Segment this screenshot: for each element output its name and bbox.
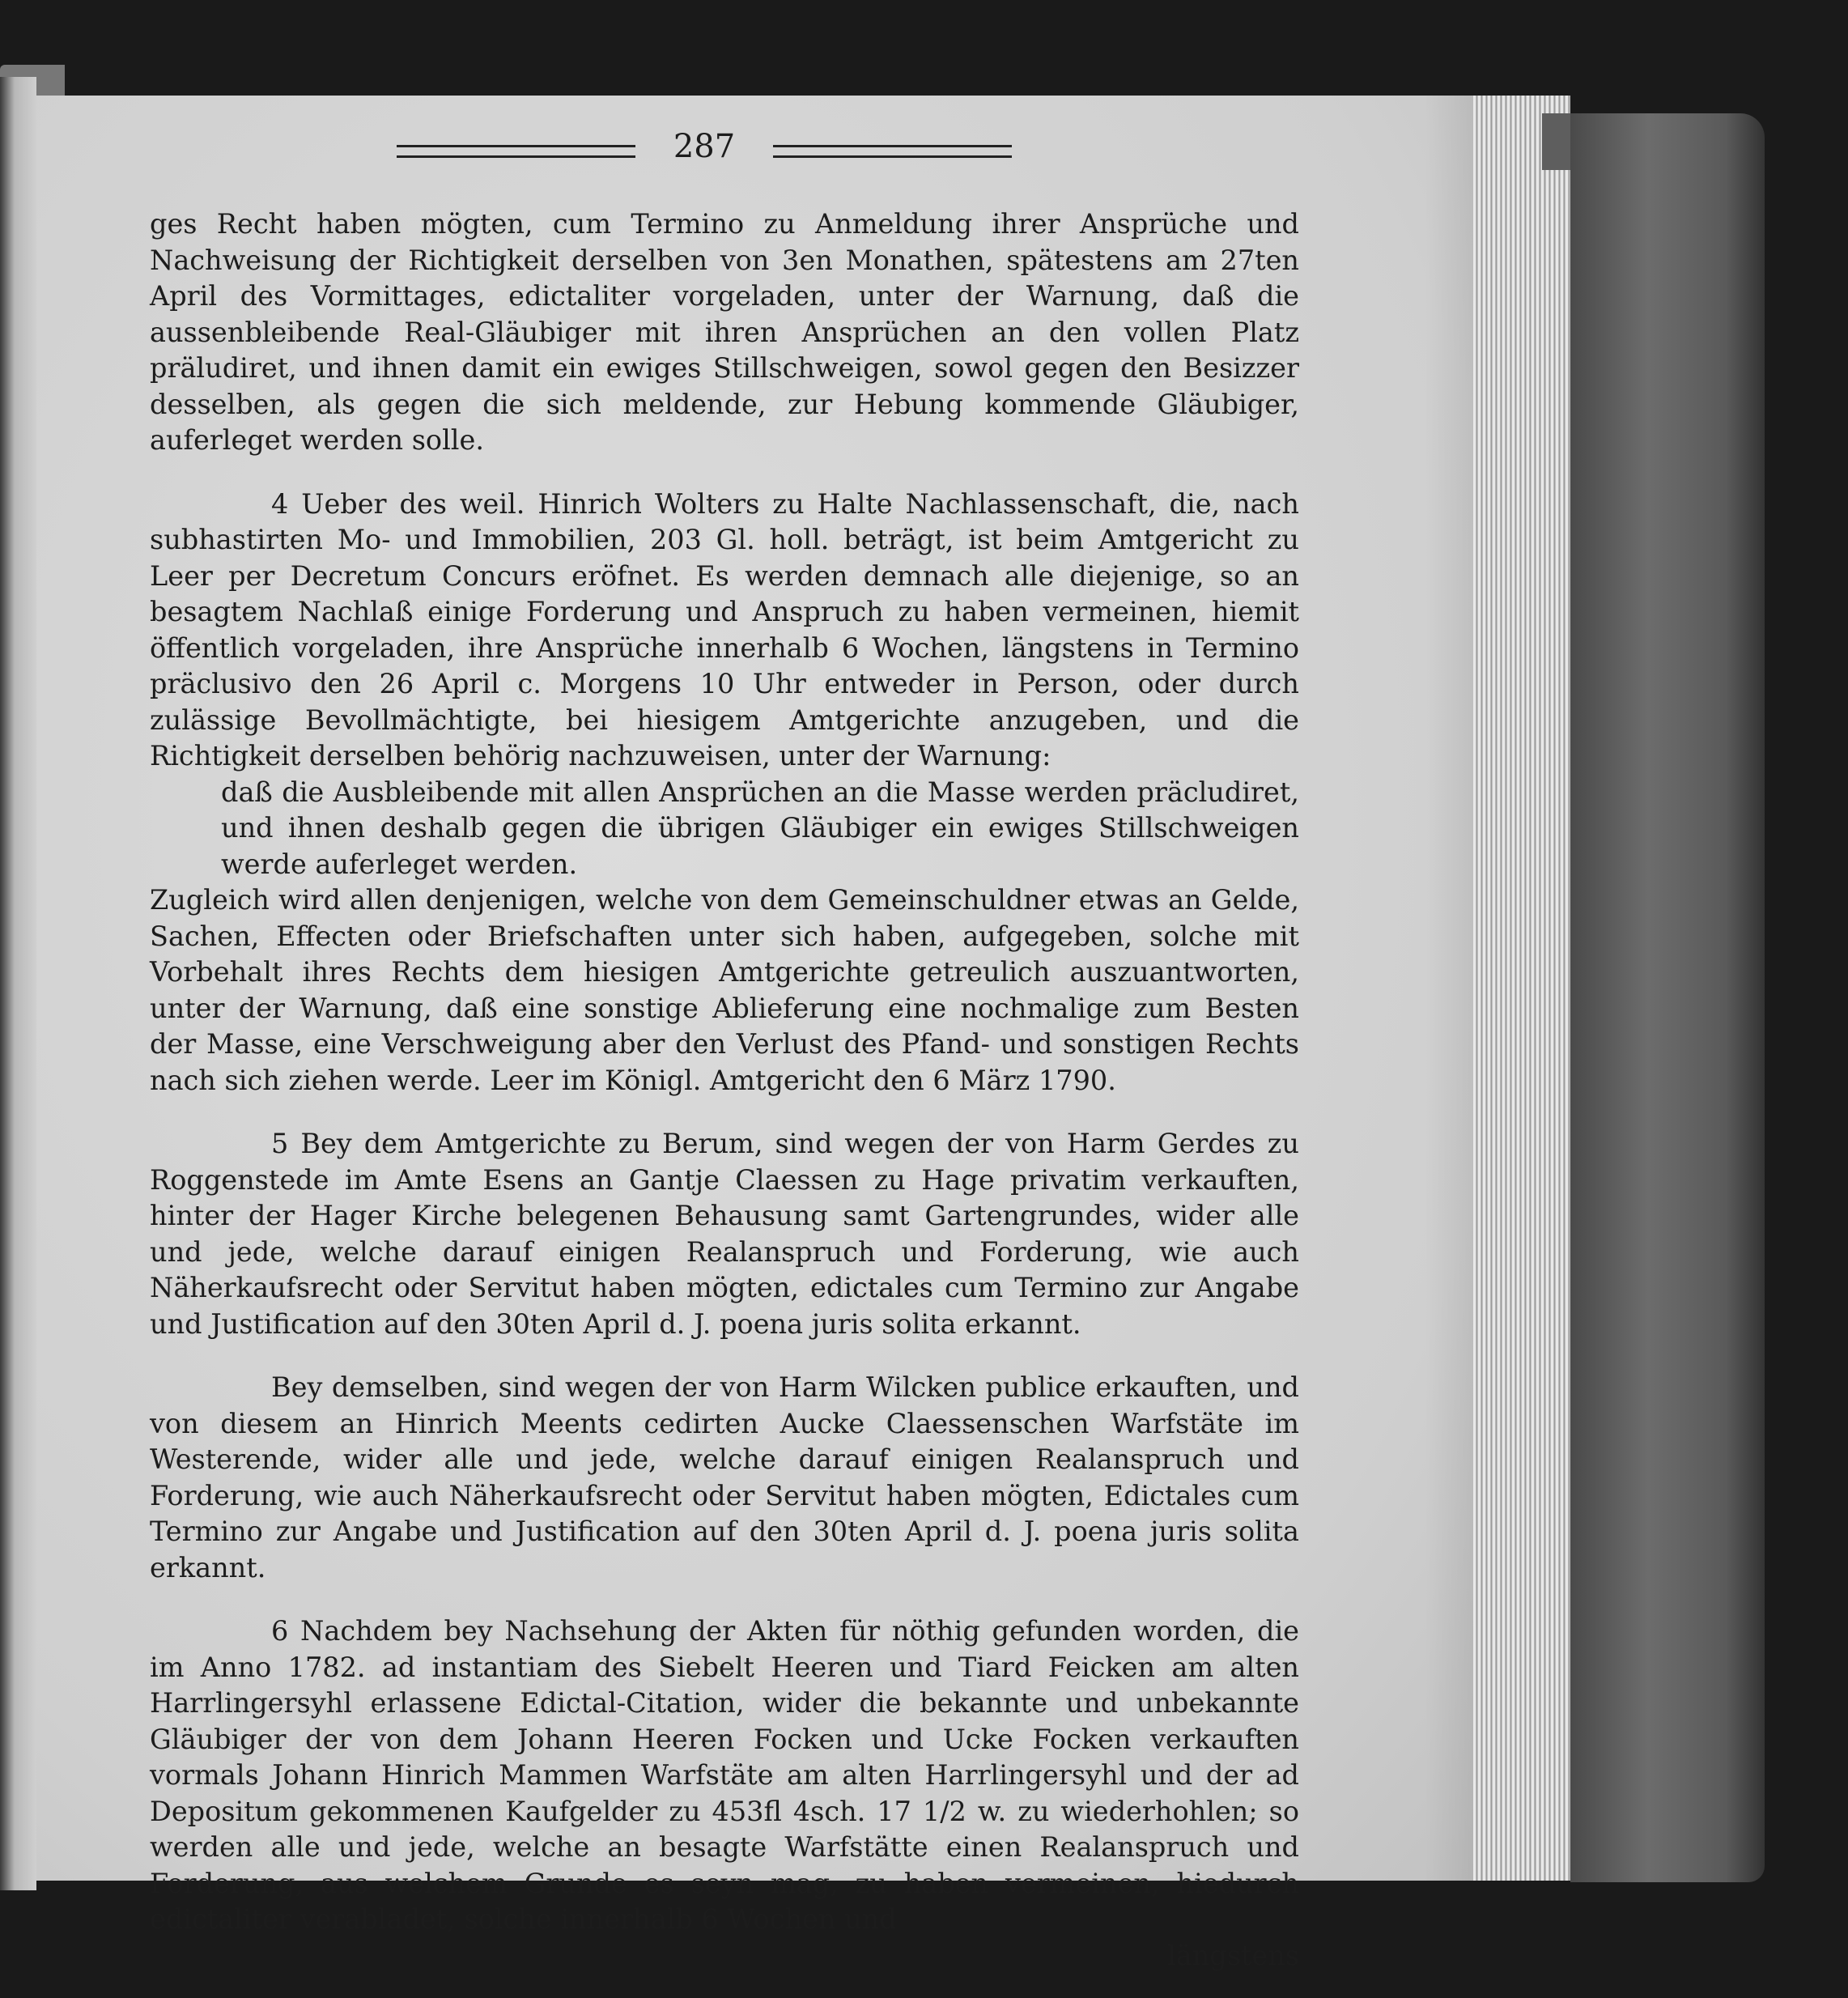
- paragraph-warning: daß die Ausbleibende mit allen Ansprüchen an die Masse werden präcludiret, und ihnen deshalb gegen die übrigen Gläubiger ein ewiges Stillschweigen werde auferleget werden.: [221, 776, 1299, 880]
- facing-page-edge: [0, 77, 36, 1890]
- paragraph-continuation: ges Recht haben mögten, cum Termino zu Anmeldung ihrer Ansprüche und Nachweisung der Richtigkeit derselben von 3en Monathen, spätestens am 27ten April des Vormittages, edictaliter vorgeladen, unter der Warnung, daß die aussenbleibende Real-Gläubiger mit ihren Ansprüchen an den vollen Platz präludiret, und ihnen damit ein ewiges Stillschweigen, sowol gegen den Besizzer desselben, als gegen die sich meldende, zur Hebung kommende Gläubiger, auferleget werden solle.: [150, 208, 1299, 456]
- page-number: 287: [673, 128, 736, 165]
- header-rule-right: [773, 145, 1012, 158]
- paragraph-item-6: 6 Nachdem bey Nachsehung der Akten für nöthig gefunden worden, die im Anno 1782. ad instantiam des Siebelt Heeren und Tiard Feicken am alten Harrlingersyhl erlassene Edictal-Citation, wider die bekannte und unbekannte Gläubiger der von dem Johann Heeren Focken und Ucke Focken verkauften vormals Johann Hinrich Mammen Warfstäte am alten Harrlingersyhl und der ad Depositum gekommenen Kaufgelder zu 453fl 4sch. 17 1/2 w. zu wiederhohlen; so werden alle und jede, welche an besagte Warfstätte einen Realanspruch und Forderung, aus welchem Grunde es seyn mag, zu haben vermeinen, hiedurch edictaliter verabladet, solche innerhalb 6 Wochen und: [150, 1615, 1299, 1935]
- book-cover: [1570, 113, 1765, 1882]
- paragraph-item-5: 5 Bey dem Amtgerichte zu Berum, sind wegen der von Harm Gerdes zu Roggenstede im Amte Esens an Gantje Claessen zu Hage privatim verkauften, hinter der Hager Kirche belegenen Behausung samt Gartengrundes, wider alle und jede, welche darauf einigen Realanspruch und Forderung, wie auch Näherkaufsrecht oder Servitut haben mögten, edictales cum Termino zur Angabe und Justification auf den 30ten April d. J. poena juris solita erkannt.: [150, 1128, 1299, 1340]
- catchword: längstens: [1167, 1939, 1299, 1971]
- header-rule-left: [397, 145, 635, 158]
- paragraph-item-4: 4 Ueber des weil. Hinrich Wolters zu Halte Nachlassenschaft, die, nach subhastirten Mo- und Immobilien, 203 Gl. holl. beträgt, ist beim Amtgericht zu Leer per Decretum Concurs eröfnet. Es werden demnach alle diejenige, so an besagtem Nachlaß einige Forderung und Anspruch zu haben vermeinen, hiemit öffentlich vorgeladen, ihre Ansprüche innerhalb 6 Wochen, längstens in Termino präclusivo den 26 April c. Morgens 10 Uhr entweder in Person, oder durch zulässige Bevollmächtigte, bei hiesigem Amtgerichte anzugeben, und die Richtigkeit derselben behörig nachzuweisen, unter der Warnung:: [150, 487, 1299, 772]
- page-stack-edges: [1473, 96, 1570, 1881]
- page-body: [150, 206, 1299, 1974]
- paragraph-bey-demselben: Bey demselben, sind wegen der von Harm Wilcken publice erkauften, und von diesem an Hinrich Meents cedirten Aucke Claessenschen Warfstäte im Westerende, wider alle und jede, welche darauf einigen Realanspruch und Forderung, wie auch Näherkaufsrecht oder Servitut haben mögten, Edictales cum Termino zur Angabe und Justification auf den 30ten April d. J. poena juris solita erkannt.: [150, 1371, 1299, 1584]
- page-shadow: [1425, 96, 1473, 1881]
- paragraph-zugleich: Zugleich wird allen denjenigen, welche von dem Gemeinschuldner etwas an Gelde, Sachen, Effecten oder Briefschaften unter sich haben, aufgegeben, solche mit Vorbehalt ihres Rechts dem hiesigen Amtgerichte getreulich auszuantworten, unter der Warnung, daß eine sonstige Ablieferung eine nochmalige zum Besten der Masse, eine Verschweigung aber den Verlust des Pfand- und sonstigen Rechts nach sich ziehen werde. Leer im Königl. Amtgericht den 6 März 1790.: [150, 884, 1299, 1096]
- page-header: [397, 128, 1012, 165]
